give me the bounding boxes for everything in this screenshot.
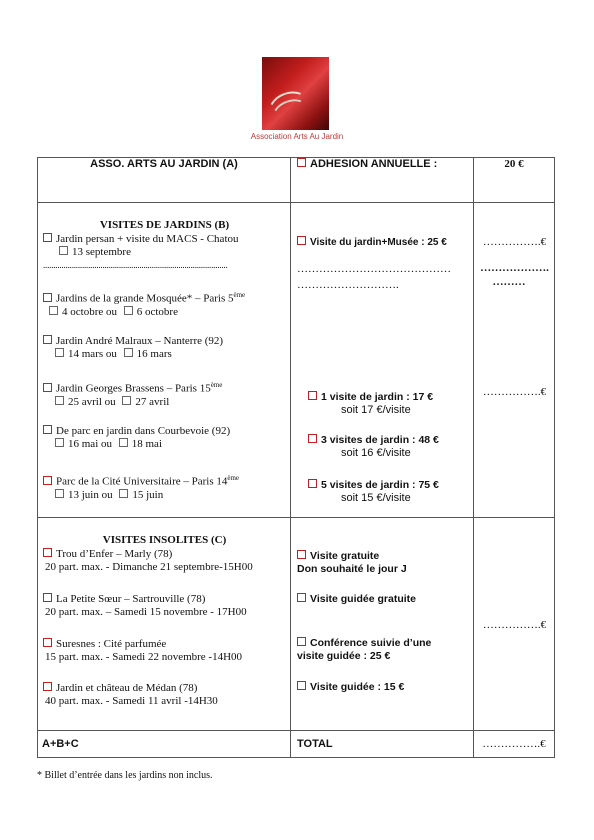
museum-option[interactable]: [297, 236, 447, 249]
unusual-item-name: Suresnes : Cité parfumée: [56, 638, 167, 650]
garden-item: [43, 472, 239, 502]
unusual-item: [43, 638, 242, 664]
annual-membership-label: ADHESION ANNUELLE :: [310, 158, 438, 170]
checkbox-icon[interactable]: [43, 682, 52, 691]
association-label: [38, 158, 291, 203]
garden-date: 13 juin ou: [68, 488, 113, 501]
garden-visits-cell: [38, 203, 291, 518]
option-label: Conférence suivie d’une: [310, 637, 432, 649]
price-field[interactable]: ……………….: [480, 262, 549, 274]
row-unusual-visits: [38, 518, 555, 731]
garden-item: [43, 379, 222, 409]
museum-dots: ……………………………………: [297, 263, 451, 275]
visit-option-sub: soit 17 €/visite: [341, 404, 411, 416]
garden-date: 25 avril ou: [68, 395, 116, 408]
checkbox-icon[interactable]: [55, 438, 64, 447]
footnote: * Billet d’entrée dans les jardins non inclus.: [37, 770, 213, 781]
garden-item-name: Jardin André Malraux – Nanterre (92): [56, 335, 224, 347]
checkbox-icon[interactable]: [297, 637, 306, 646]
garden-date: 16 mai ou: [68, 438, 112, 450]
unusual-visits-cell: [38, 518, 291, 731]
checkbox-icon[interactable]: [43, 335, 52, 344]
annual-membership-cell[interactable]: [291, 158, 474, 203]
logo-caption: Association Arts Au Jardin: [250, 132, 344, 141]
row-garden-visits: [38, 203, 555, 518]
price-field[interactable]: …………….€: [482, 386, 547, 398]
checkbox-icon[interactable]: [297, 681, 306, 690]
unusual-item: [43, 682, 218, 708]
membership-form-table: [37, 157, 555, 758]
unusual-item-detail: 20 part. max. - Dimanche 21 septembre-15H00: [45, 561, 253, 573]
option-label: Visite guidée : 15 €: [310, 681, 405, 693]
garden-date: 14 mars ou: [68, 348, 117, 360]
checkbox-icon[interactable]: [43, 425, 52, 434]
price-text: 20 €: [504, 158, 524, 170]
guided-paid-option[interactable]: [297, 681, 404, 694]
dotted-line: ..........................................................................................: [43, 260, 228, 270]
checkbox-icon[interactable]: [308, 479, 317, 488]
guided-free-option[interactable]: [297, 593, 416, 606]
unusual-item: [43, 548, 253, 574]
visit-option-sub: soit 15 €/visite: [341, 492, 411, 504]
checkbox-icon[interactable]: [308, 434, 317, 443]
garden-price-cell: [474, 203, 555, 518]
garden-date: 4 octobre ou: [62, 305, 117, 318]
checkbox-icon[interactable]: [43, 293, 52, 302]
garden-item-name: De parc en jardin dans Courbevoie (92): [56, 425, 231, 437]
garden-item-name: Jardins de la grande Mosquée* – Paris 5: [56, 292, 234, 305]
row-total: [38, 731, 555, 758]
unusual-item-detail: 20 part. max. – Samedi 15 novembre - 17H00: [45, 606, 247, 618]
visit-option-label: 3 visites de jardin : 48 €: [321, 434, 439, 446]
visit-option-label: 5 visites de jardin : 75 €: [321, 479, 439, 491]
garden-date: 15 juin: [132, 488, 164, 501]
garden-date: 27 avril: [135, 395, 170, 408]
unusual-price-cell: [474, 518, 555, 731]
price-field[interactable]: …………….€: [482, 619, 547, 631]
checkbox-icon[interactable]: [55, 348, 64, 357]
garden-item: [43, 233, 239, 272]
checkbox-icon[interactable]: [297, 550, 306, 559]
total-cell: [291, 731, 474, 758]
museum-option-label: Visite du jardin+Musée : 25 €: [310, 237, 447, 248]
unusual-item-detail: 15 part. max. - Samedi 22 novembre -14H00: [45, 651, 243, 663]
garden-item: [43, 335, 223, 361]
garden-visits-title: VISITES DE JARDINS (B): [99, 219, 230, 231]
checkbox-icon[interactable]: [55, 489, 64, 498]
garden-item-name: Jardin persan + visite du MACS - Chatou: [56, 233, 239, 245]
visit-option-5[interactable]: [308, 479, 439, 505]
price-field: ………: [492, 276, 526, 288]
visit-option-3[interactable]: [308, 434, 439, 460]
unusual-item: [43, 593, 247, 619]
unusual-options-cell: [291, 518, 474, 731]
option-label: visite guidée : 25 €: [297, 650, 391, 662]
option-label: Visite guidée gratuite: [310, 593, 416, 605]
option-label: Visite gratuite: [310, 550, 380, 562]
superscript: ème: [227, 474, 240, 482]
price-field[interactable]: …………….€: [482, 236, 547, 248]
total-label-cell: [38, 731, 291, 758]
checkbox-icon[interactable]: [43, 476, 52, 485]
checkbox-icon[interactable]: [59, 246, 68, 255]
garden-date: 13 septembre: [72, 246, 131, 258]
association-label-text: ASSO. ARTS AU JARDIN (A): [90, 158, 238, 170]
unusual-visits-title: VISITES INSOLITES (C): [102, 534, 227, 546]
garden-date: 16 mars: [136, 348, 172, 360]
checkbox-icon[interactable]: [43, 548, 52, 557]
checkbox-icon[interactable]: [119, 438, 128, 447]
checkbox-icon[interactable]: [43, 638, 52, 647]
unusual-item-name: Jardin et château de Médan (78): [56, 682, 198, 694]
checkbox-icon[interactable]: [43, 233, 52, 242]
checkbox-icon[interactable]: [55, 396, 64, 405]
unusual-item-detail: 40 part. max. - Samedi 11 avril -14H30: [45, 695, 218, 707]
garden-options-cell: [291, 203, 474, 518]
row-association: [38, 158, 555, 203]
garden-item: [43, 425, 230, 451]
checkbox-icon[interactable]: [297, 158, 306, 167]
superscript: ème: [233, 291, 246, 299]
visit-option-sub: soit 16 €/visite: [341, 447, 411, 459]
visit-option-1[interactable]: [308, 391, 433, 417]
total-formula: A+B+C: [42, 738, 79, 750]
checkbox-icon[interactable]: [122, 396, 131, 405]
superscript: ème: [210, 381, 223, 389]
checkbox-icon[interactable]: [43, 383, 52, 392]
garden-item: [43, 289, 245, 319]
garden-date: 18 mai: [131, 438, 162, 450]
checkbox-icon[interactable]: [297, 593, 306, 602]
visit-option-label: 1 visite de jardin : 17 €: [321, 391, 434, 403]
conference-option[interactable]: [297, 637, 431, 663]
museum-dots: ……………………….: [297, 279, 399, 291]
annual-membership-price: [474, 158, 555, 203]
checkbox-icon[interactable]: [124, 306, 133, 315]
free-visit-option[interactable]: [297, 550, 407, 576]
garden-item-name: Parc de la Cité Universitaire – Paris 14: [56, 475, 228, 488]
unusual-item-name: La Petite Sœur – Sartrouville (78): [56, 593, 206, 605]
checkbox-icon[interactable]: [49, 306, 58, 315]
garden-date: 6 octobre: [136, 305, 178, 318]
total-label: TOTAL: [297, 738, 333, 750]
checkbox-icon[interactable]: [124, 348, 133, 357]
total-price-cell[interactable]: [474, 731, 555, 758]
checkbox-icon[interactable]: [119, 489, 128, 498]
donation-note: Don souhaité le jour J: [297, 563, 407, 575]
total-price-field[interactable]: …………….€: [482, 738, 546, 750]
checkbox-icon[interactable]: [297, 236, 306, 245]
unusual-item-name: Trou d’Enfer – Marly (78): [56, 548, 173, 560]
garden-item-name: Jardin Georges Brassens – Paris 15: [56, 382, 211, 395]
checkbox-icon[interactable]: [43, 593, 52, 602]
checkbox-icon[interactable]: [308, 391, 317, 400]
